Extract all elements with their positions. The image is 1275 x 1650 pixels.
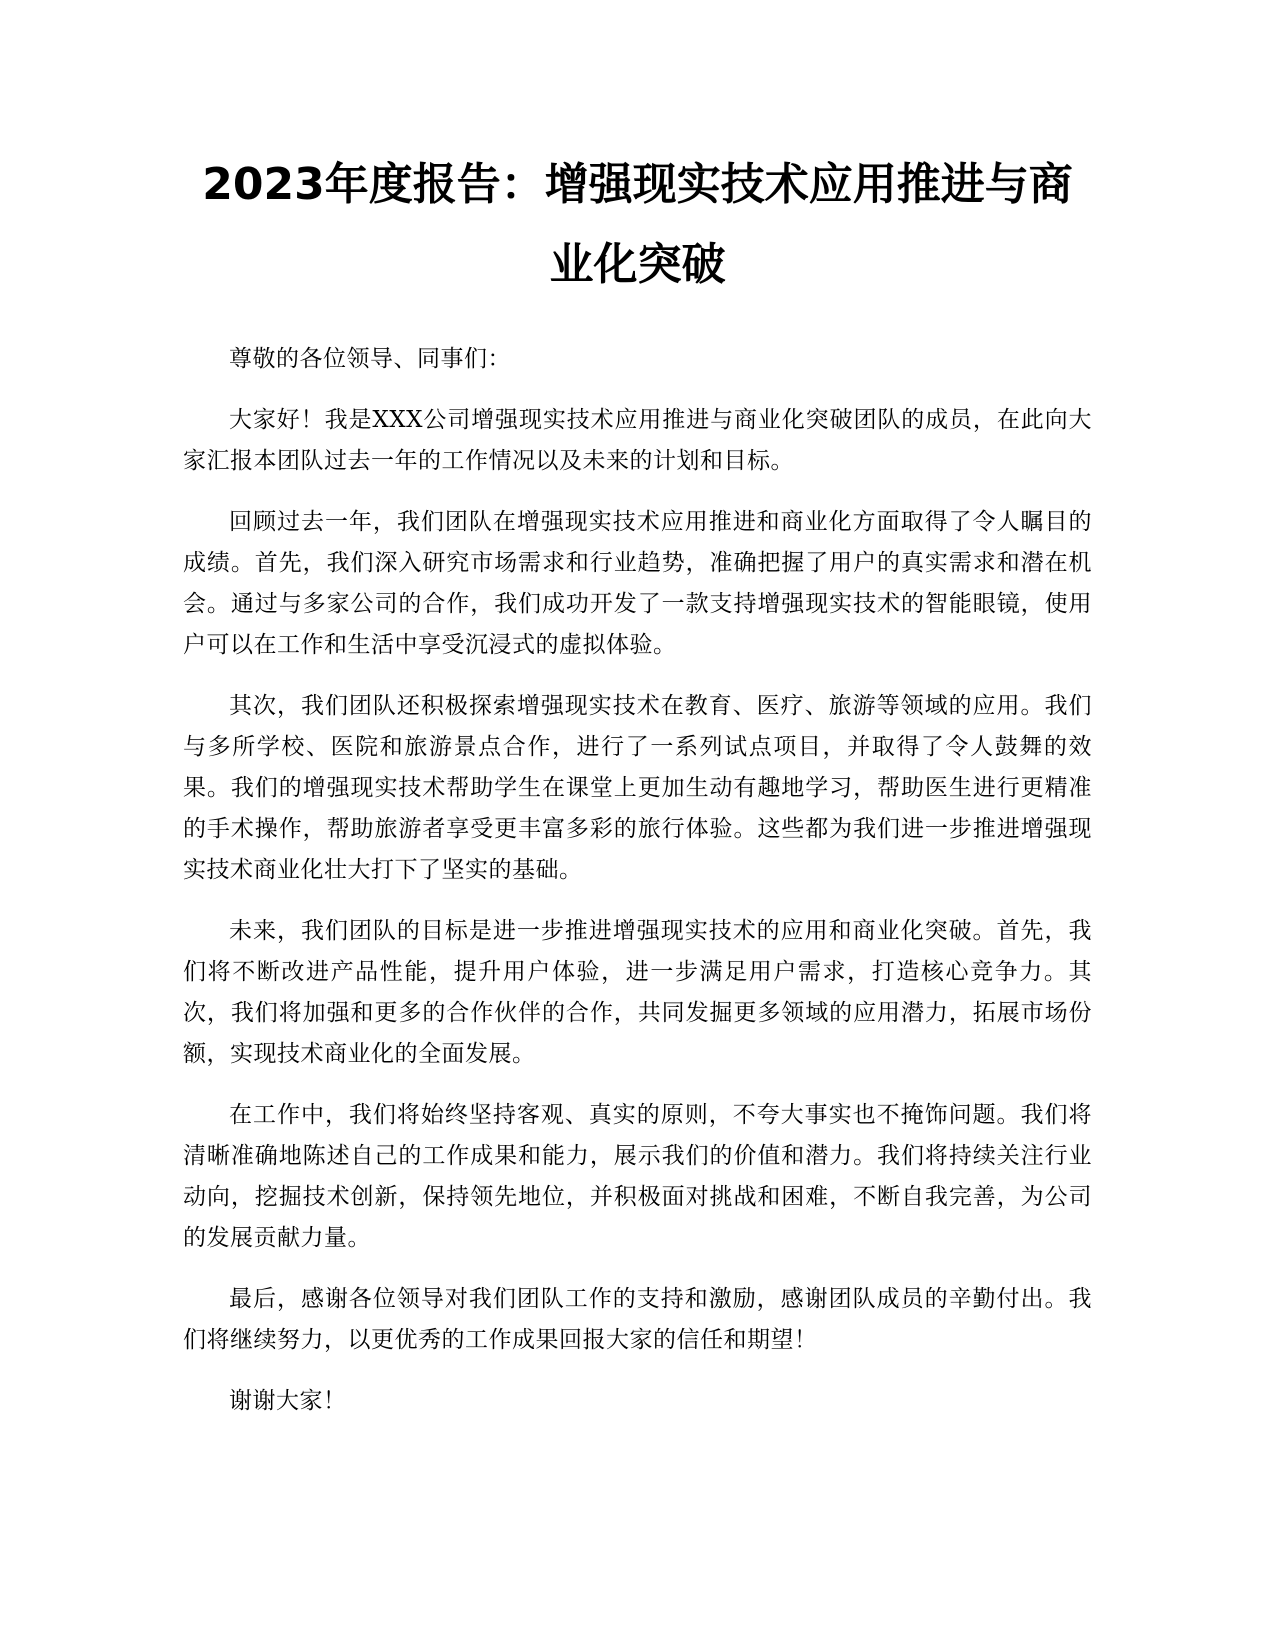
paragraph-closing: 谢谢大家！ [229, 1388, 347, 1414]
paragraph-thanks: 最后，感谢各位领导对我们团队工作的支持和激励，感谢团队成员的辛勤付出。我们将继续努力，以更优秀的工作成果回报大家的信任和期望！ [183, 1286, 1092, 1353]
document-body [183, 339, 1092, 1422]
paragraph-introduction: 大家好！我是XXX公司增强现实技术应用推进与商业化突破团队的成员，在此向大家汇报本团队过去一年的工作情况以及未来的计划和目标。 [183, 407, 1092, 474]
paragraph-future: 未来，我们团队的目标是进一步推进增强现实技术的应用和商业化突破。首先，我们将不断改进产品性能，提升用户体验，进一步满足用户需求，打造核心竞争力。其次，我们将加强和更多的合作伙伴的合作，共同发掘更多领域的应用潜力，拓展市场份额，实现技术商业化的全面发展。 [183, 918, 1092, 1067]
paragraph-salutation: 尊敬的各位领导、同事们： [229, 346, 511, 372]
paragraph-review: 回顾过去一年，我们团队在增强现实技术应用推进和商业化方面取得了令人瞩目的成绩。首先，我们深入研究市场需求和行业趋势，准确把握了用户的真实需求和潜在机会。通过与多家公司的合作，我们成功开发了一款支持增强现实技术的智能眼镜，使用户可以在工作和生活中享受沉浸式的虚拟体验。 [183, 509, 1092, 658]
document-title: 2023年度报告：增强现实技术应用推进与商业化突破 [202, 159, 1073, 290]
paragraph-applications: 其次，我们团队还积极探索增强现实技术在教育、医疗、旅游等领域的应用。我们与多所学校、医院和旅游景点合作，进行了一系列试点项目，并取得了令人鼓舞的效果。我们的增强现实技术帮助学生在课堂上更加生动有趣地学习，帮助医生进行更精准的手术操作，帮助旅游者享受更丰富多彩的旅行体验。这些都为我们进一步推进增强现实技术商业化壮大打下了坚实的基础。 [183, 693, 1092, 883]
paragraph-principles: 在工作中，我们将始终坚持客观、真实的原则，不夸大事实也不掩饰问题。我们将清晰准确地陈述自己的工作成果和能力，展示我们的价值和潜力。我们将持续关注行业动向，挖掘技术创新，保持领先地位，并积极面对挑战和困难，不断自我完善，为公司的发展贡献力量。 [183, 1102, 1092, 1251]
